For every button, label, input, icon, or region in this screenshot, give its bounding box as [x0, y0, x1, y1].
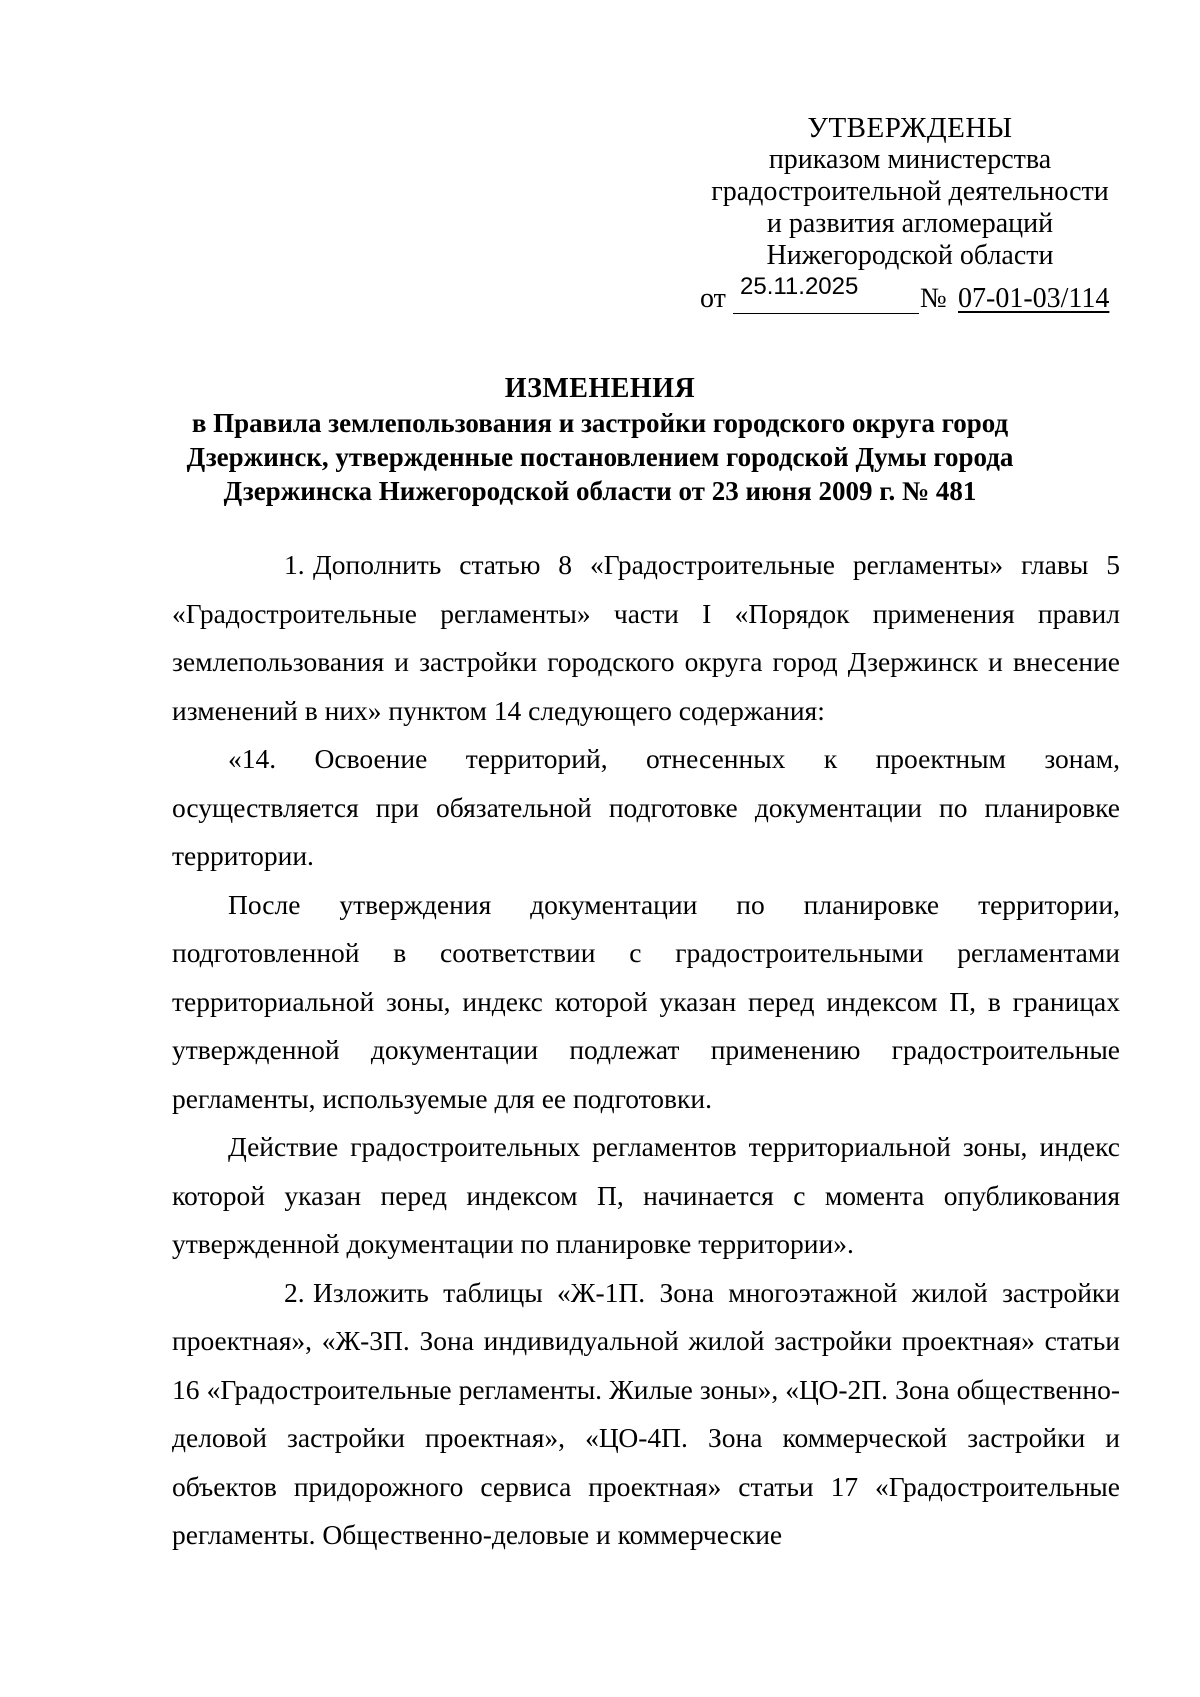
paragraph-4: Действие градостроительных регламентов территориальной зоны, индекс которой указан перед индексом П, начинается с момента опубликования утвержденной документации по планировке территории».	[172, 1131, 1120, 1259]
order-date: 25.11.2025	[740, 273, 859, 300]
title-line-1: в Правила землепользования и застройки городского округа город	[191, 408, 1009, 438]
paragraph-5	[172, 1269, 1120, 1560]
order-date-number	[700, 273, 1120, 313]
paragraph-5-text: Изложить таблицы «Ж-1П. Зона многоэтажной жилой застройки проектная», «Ж-3П. Зона индивидуальной жилой застройки проектная» статьи 16 «Градостроительные регламенты. Жилые зоны», «ЦО-2П. Зона общественно-деловой застройки проектная», «ЦО-4П. Зона коммерческой застройки и объектов придорожного сервиса проектная» статьи 17 «Градостроительные регламенты. Общественно-деловые и коммерческие	[172, 1276, 1120, 1550]
approval-stamp	[700, 112, 1120, 272]
approval-line-3: и развития агломераций	[766, 208, 1054, 239]
approval-line-2: градостроительной деятельности	[711, 176, 1109, 207]
date-prefix: от	[700, 283, 726, 314]
paragraph-1	[172, 541, 1120, 735]
item-number-2: 2.	[284, 1276, 305, 1308]
document-body	[172, 541, 1120, 1560]
approval-line-4: Нижегородской области	[766, 240, 1054, 271]
item-number-1: 1.	[284, 549, 305, 580]
approval-line-1: приказом министерства	[768, 144, 1052, 175]
approval-heading: УТВЕРЖДЕНЫ	[807, 112, 1013, 144]
paragraph-1-text: Дополнить статью 8 «Градостроительные регламенты» главы 5 «Градостроительные регламенты» части I «Порядок применения правил землепользования и застройки городского округа город Дзержинск и внесение изменений в них» пунктом 14 следующего содержания:	[172, 549, 1120, 726]
title-line-2: Дзержинск, утвержденные постановлением городской Думы города	[186, 442, 1014, 472]
order-number: 07-01-03/114	[958, 283, 1110, 314]
document-title	[120, 372, 1080, 508]
paragraph-3: После утверждения документации по планировке территории, подготовленной в соответствии с градостроительными регламентами территориальной зоны, индекс которой указан перед индексом П, в границах утвержденной документации подлежат применению градостроительные регламенты, используемые для ее подготовки.	[172, 888, 1120, 1114]
title-main: ИЗМЕНЕНИЯ	[504, 373, 696, 404]
number-prefix: №	[920, 283, 947, 314]
title-line-3: Дзержинска Нижегородской области от 23 июня 2009 г. № 481	[223, 476, 977, 506]
paragraph-2: «14. Освоение территорий, отнесенных к проектным зонам, осуществляется при обязательной подготовке документации по планировке территории.	[172, 743, 1120, 871]
